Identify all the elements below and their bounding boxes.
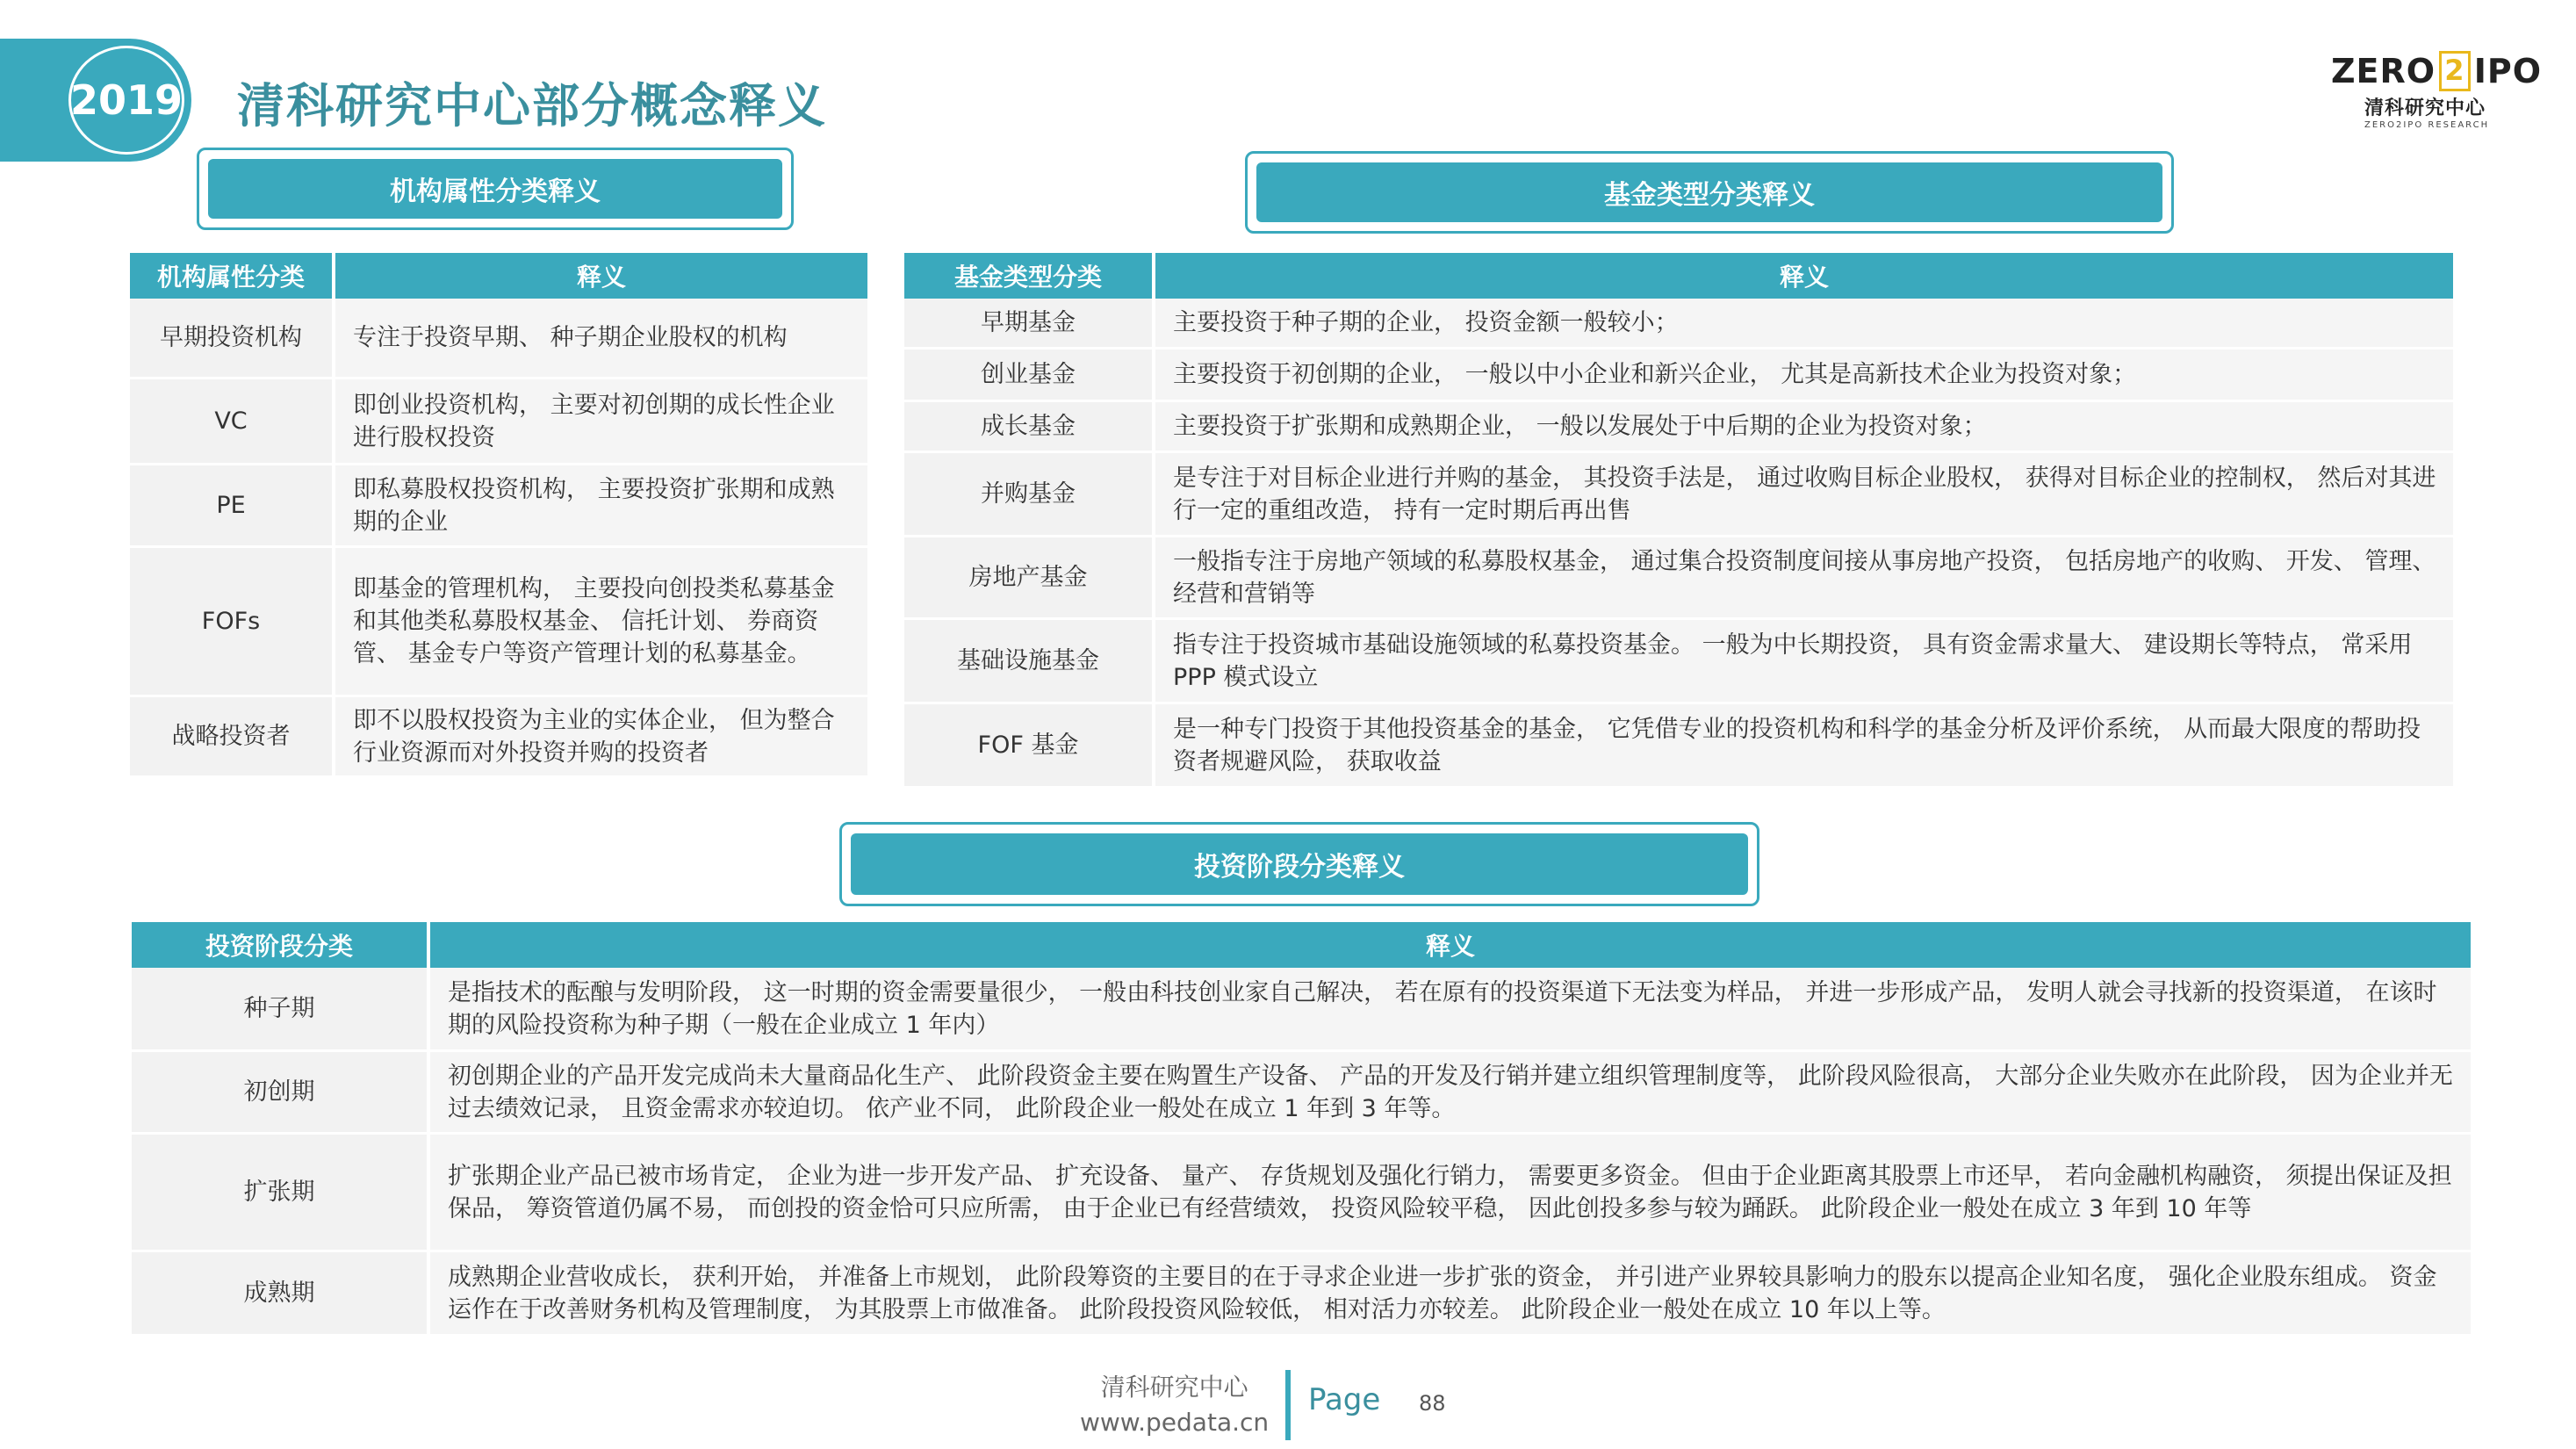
stage-section-title: 投资阶段分类释义 (851, 833, 1748, 895)
table-row (132, 968, 2471, 1052)
definition-cell: 扩张期企业产品已被市场肯定， 企业为进一步开发产品、 扩充设备、 量产、 存货规划及强化行销力， 需要更多资金。 但由于企业距离其股票上市还早， 若向金融机构融资， 须提出保证及担保品， 筹资管道仍属不易， 而创投的资金恰可只应所需， 由于企业已有经营绩效， 投资风险较平稳， 因此创投多参与较为踊跃。 此阶段企业一般处在成立 3 年到 10 年等 (430, 1135, 2471, 1252)
definition-cell: 成熟期企业营收成长， 获利开始， 并准备上市规划， 此阶段筹资的主要目的在于寻求企业进一步扩张的资金， 并引进产业界较具影响力的股东以提高企业知名度， 强化企业股东组成。 资金运作在于改善财务机构及管理制度， 为其股票上市做准备。 此阶段投资风险较低， 相对活力亦较差。 此阶段企业一般处在成立 10 年以上等。 (430, 1252, 2471, 1337)
footer-page-number: 88 (1419, 1391, 1446, 1416)
definition-cell: 是专注于对目标企业进行并购的基金， 其投资手法是， 通过收购目标企业股权， 获得对目标企业的控制权， 然后对其进行一定的重组改造， 持有一定时期后再出售 (1155, 453, 2453, 537)
footer-org-name: 清科研究中心 (1100, 1373, 1248, 1402)
year-label: 2019 (68, 46, 184, 155)
category-cell: 战略投资者 (130, 697, 332, 778)
category-cell: 早期基金 (904, 299, 1152, 350)
category-cell: 早期投资机构 (130, 299, 332, 379)
definition-cell: 即基金的管理机构， 主要投向创投类私募基金和其他类私募股权基金、 信托计划、 券商资管、 基金专户等资产管理计划的私募基金。 (335, 548, 867, 697)
definition-cell: 专注于投资早期、 种子期企业股权的机构 (335, 299, 867, 379)
table-row (904, 620, 2453, 704)
table-row (904, 299, 2453, 350)
column-header: 释义 (430, 922, 2471, 968)
column-header: 投资阶段分类 (132, 922, 427, 968)
category-cell: 创业基金 (904, 350, 1152, 402)
category-cell: FOFs (130, 548, 332, 697)
table-row (904, 537, 2453, 620)
category-cell: 成熟期 (132, 1252, 427, 1337)
fund-table (901, 253, 2457, 789)
column-header: 基金类型分类 (904, 253, 1152, 299)
definition-cell: 主要投资于种子期的企业， 投资金额一般较小； (1155, 299, 2453, 350)
footer-org (1080, 1370, 1269, 1440)
table-header-row (904, 253, 2453, 299)
category-cell: 扩张期 (132, 1135, 427, 1252)
definition-cell: 一般指专注于房地产领域的私募股权基金， 通过集合投资制度间接从事房地产投资， 包括房地产的收购、 开发、 管理、 经营和营销等 (1155, 537, 2453, 620)
table-header-row (132, 922, 2471, 968)
category-cell: 并购基金 (904, 453, 1152, 537)
column-header: 机构属性分类 (130, 253, 332, 299)
table-row (132, 1252, 2471, 1337)
category-cell: VC (130, 379, 332, 465)
stage-table (128, 922, 2474, 1337)
table-row (904, 704, 2453, 789)
stage-section-heading (839, 822, 1759, 906)
definition-cell: 初创期企业的产品开发完成尚未大量商品化生产、 此阶段资金主要在购置生产设备、 产品的开发及行销并建立组织管理制度等， 此阶段风险很高， 大部分企业失败亦在此阶段， 因为企业并无过去绩效记录， 且资金需求亦较迫切。 依产业不同， 此阶段企业一般处在成立 1 年到 3 年等。 (430, 1052, 2471, 1135)
table-row (130, 548, 867, 697)
table-row (130, 697, 867, 778)
table-row (130, 379, 867, 465)
footer-url[interactable]: www.pedata.cn (1080, 1408, 1270, 1437)
table-row (130, 465, 867, 548)
definition-cell: 即私募股权投资机构， 主要投资扩张期和成熟期的企业 (335, 465, 867, 548)
category-cell: 房地产基金 (904, 537, 1152, 620)
logo-box-mark: 2 (2439, 51, 2471, 91)
logo-english-name: ZERO2IPO RESEARCH (2364, 120, 2490, 130)
category-cell: PE (130, 465, 332, 548)
institution-section-title: 机构属性分类释义 (208, 159, 782, 219)
table-row (904, 402, 2453, 453)
definition-cell: 主要投资于初创期的企业， 一般以中小企业和新兴企业， 尤其是高新技术企业为投资对象； (1155, 350, 2453, 402)
fund-section-title: 基金类型分类释义 (1256, 162, 2162, 222)
table-row (904, 350, 2453, 402)
zero2ipo-logo (2331, 51, 2542, 139)
institution-table (126, 253, 871, 778)
table-header-row (130, 253, 867, 299)
definition-cell: 是一种专门投资于其他投资基金的基金， 它凭借专业的投资机构和科学的基金分析及评价系统， 从而最大限度的帮助投资者规避风险， 获取收益 (1155, 704, 2453, 789)
page-title: 清科研究中心部分概念释义 (237, 78, 827, 133)
definition-cell: 指专注于投资城市基础设施领域的私募投资基金。 一般为中长期投资， 具有资金需求量大、 建设期长等特点， 常采用 PPP 模式设立 (1155, 620, 2453, 704)
institution-section-heading (197, 148, 794, 230)
table-row (130, 299, 867, 379)
logo-chinese-name: 清科研究中心 (2364, 97, 2486, 119)
table-row (132, 1135, 2471, 1252)
column-header: 释义 (1155, 253, 2453, 299)
definition-cell: 即创业投资机构， 主要对初创期的成长性企业进行股权投资 (335, 379, 867, 465)
table-row (904, 453, 2453, 537)
logo-text-left: ZERO (2331, 52, 2436, 90)
category-cell: 种子期 (132, 968, 427, 1052)
category-cell: 基础设施基金 (904, 620, 1152, 704)
definition-cell: 主要投资于扩张期和成熟期企业， 一般以发展处于中后期的企业为投资对象； (1155, 402, 2453, 453)
category-cell: 成长基金 (904, 402, 1152, 453)
category-cell: 初创期 (132, 1052, 427, 1135)
column-header: 释义 (335, 253, 867, 299)
footer-page-label: Page (1308, 1382, 1381, 1417)
definition-cell: 即不以股权投资为主业的实体企业， 但为整合行业资源而对外投资并购的投资者 (335, 697, 867, 778)
category-cell: FOF 基金 (904, 704, 1152, 789)
footer-divider (1285, 1370, 1291, 1440)
fund-section-heading (1245, 151, 2174, 234)
logo-text-right: IPO (2473, 52, 2542, 90)
definition-cell: 是指技术的酝酿与发明阶段， 这一时期的资金需要量很少， 一般由科技创业家自己解决， 若在原有的投资渠道下无法变为样品， 并进一步形成产品， 发明人就会寻找新的投资渠道， 在该时期的风险投资称为种子期（一般在企业成立 1 年内） (430, 968, 2471, 1052)
table-row (132, 1052, 2471, 1135)
